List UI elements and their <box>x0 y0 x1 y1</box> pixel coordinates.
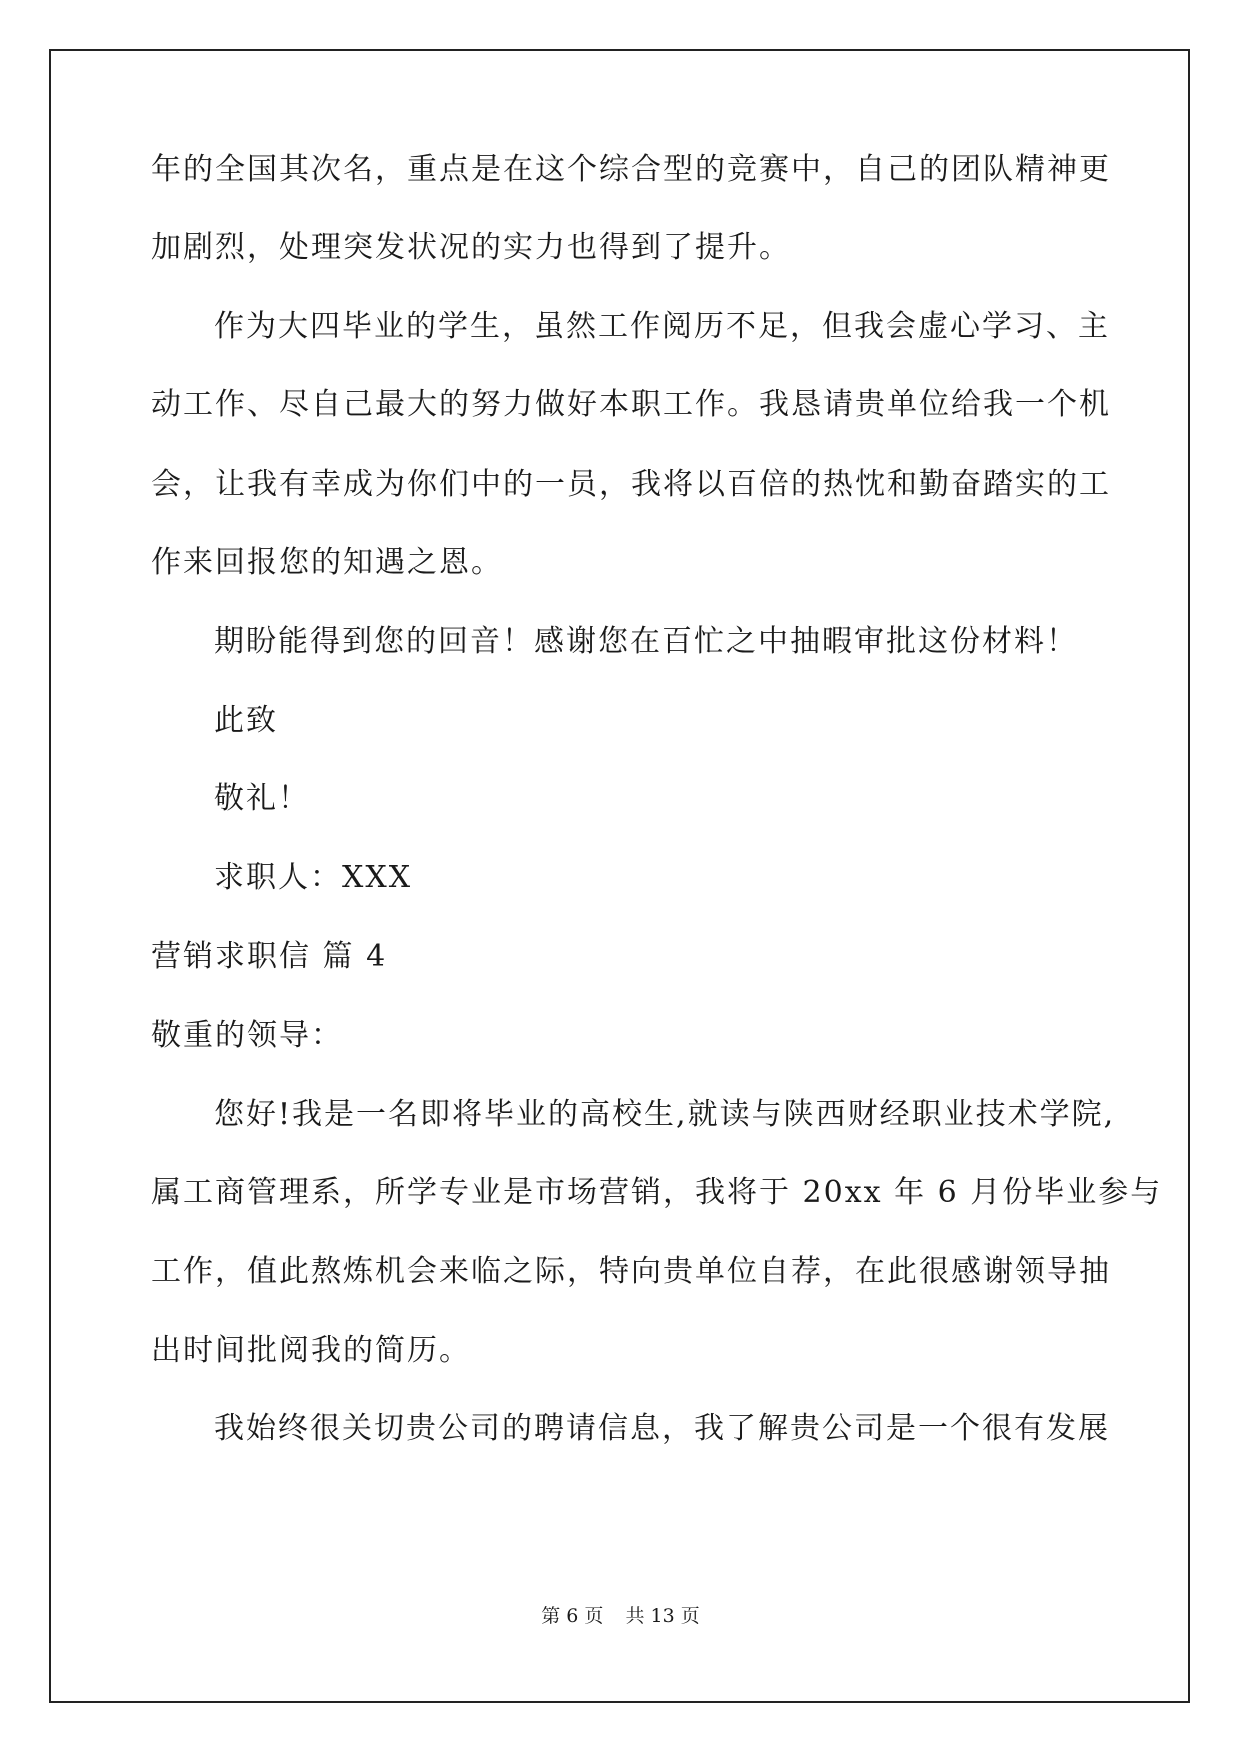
body-line: 加剧烈，处理突发状况的实力也得到了提升。 <box>151 230 791 265</box>
body-line: 期盼能得到您的回音！感谢您在百忙之中抽暇审批这份材料！ <box>214 624 1078 659</box>
body-line: 作来回报您的知遇之恩。 <box>151 545 503 580</box>
body-line: 作为大四毕业的学生，虽然工作阅历不足，但我会虚心学习、主 <box>214 309 1110 344</box>
body-line: 工作，值此熬炼机会来临之际，特向贵单位自荐，在此很感谢领导抽 <box>151 1254 1111 1289</box>
page-footer <box>0 1604 1241 1628</box>
body-line: 我始终很关切贵公司的聘请信息，我了解贵公司是一个很有发展 <box>214 1411 1110 1446</box>
salutation-line: 此致 <box>214 703 278 738</box>
page-number: 第 6 页 <box>541 1605 604 1627</box>
body-line: 动工作、尽自己最大的努力做好本职工作。我恳请贵单位给我一个机 <box>151 387 1111 422</box>
salutation-line: 敬礼！ <box>214 781 310 816</box>
body-line: 年的全国其次名，重点是在这个综合型的竞赛中，自己的团队精神更 <box>151 152 1111 187</box>
body-line: 会，让我有幸成为你们中的一员，我将以百倍的热忱和勤奋踏实的工 <box>151 467 1111 502</box>
body-line: 出时间批阅我的简历。 <box>151 1333 471 1368</box>
body-line: 您好!我是一名即将毕业的高校生,就读与陕西财经职业技术学院, <box>214 1097 1116 1132</box>
section-heading: 营销求职信 篇 4 <box>151 939 388 974</box>
signature-line: 求职人：XXX <box>214 860 413 895</box>
page-total: 共 13 页 <box>625 1605 700 1627</box>
greeting-line: 敬重的领导： <box>151 1018 343 1053</box>
body-line: 属工商管理系，所学专业是市场营销，我将于 20xx 年 6 月份毕业参与 <box>151 1175 1163 1210</box>
